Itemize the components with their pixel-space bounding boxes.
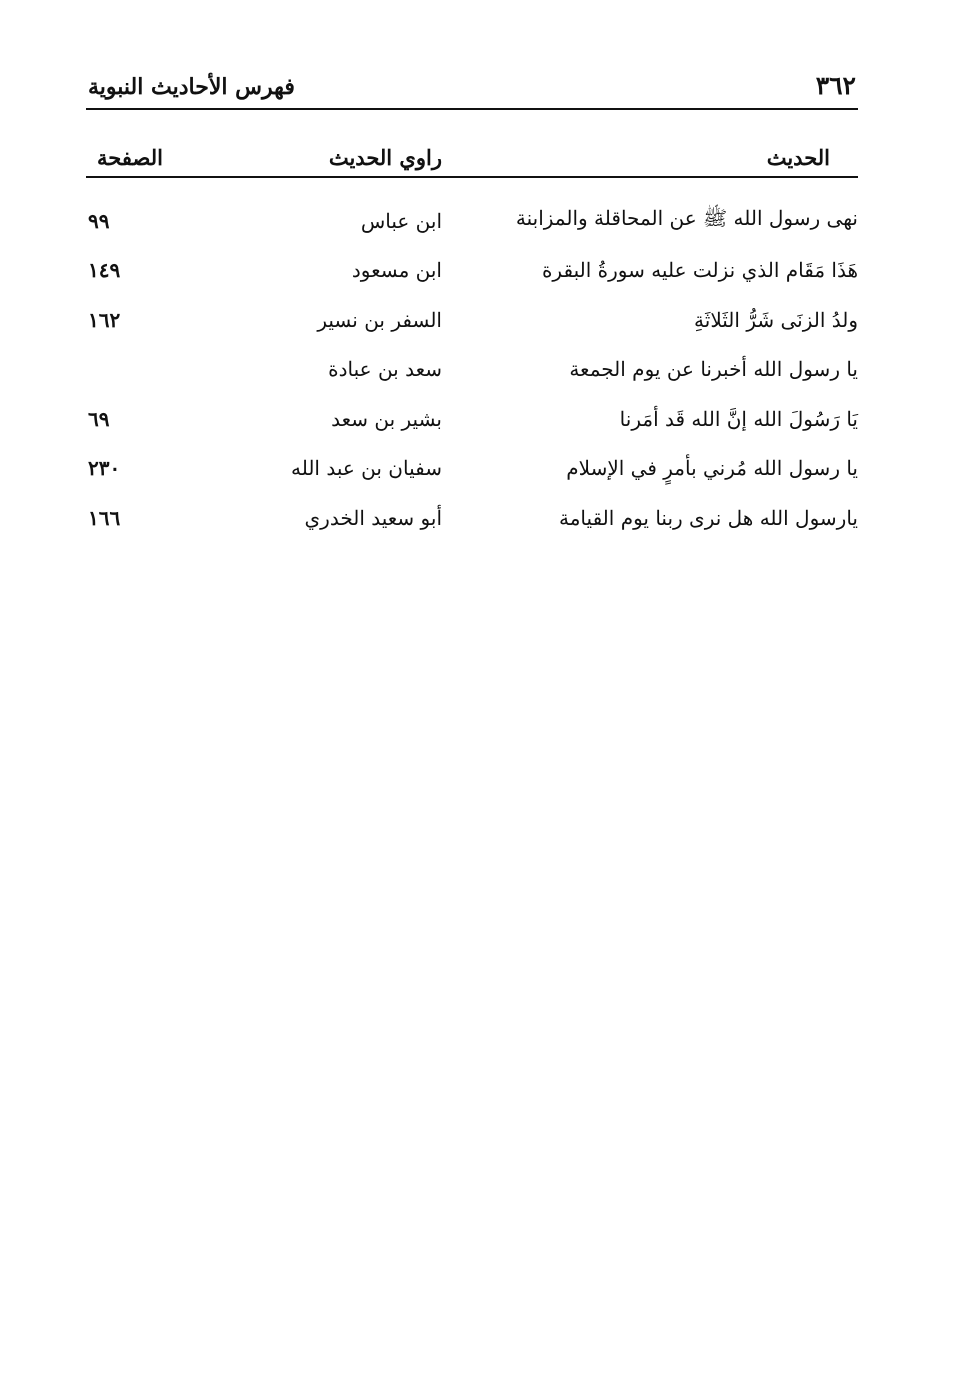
table-row bbox=[86, 295, 858, 345]
table-row bbox=[86, 394, 858, 444]
table-header bbox=[86, 138, 858, 178]
column-header-hadith: الحديث bbox=[766, 145, 830, 170]
hadith-text: نهى رسول الله ﷺ عن المحاقلة والمزابنة bbox=[515, 206, 858, 231]
narrator-name: ابن عباس bbox=[360, 208, 442, 233]
page-ref: ٢٣٠ bbox=[88, 456, 121, 481]
page-number: ٣٦٢ bbox=[815, 71, 856, 100]
table-row bbox=[86, 246, 858, 296]
narrator-name: بشير بن سعد bbox=[331, 406, 442, 431]
hadith-text: يَا رَسُولَ الله إنَّ الله قَد أمَرنا bbox=[619, 406, 858, 431]
narrator-name: السفر بن نسير bbox=[317, 307, 442, 332]
document-page bbox=[86, 60, 858, 543]
page-ref: ٩٩ bbox=[88, 208, 110, 233]
narrator-name: ابن مسعود bbox=[351, 258, 442, 283]
page-ref: ١٤٩ bbox=[88, 258, 121, 283]
table-row bbox=[86, 196, 858, 246]
table-row bbox=[86, 444, 858, 494]
running-header bbox=[86, 60, 858, 110]
page-ref: ١٦٢ bbox=[88, 307, 121, 332]
hadith-text: هَذَا مَقَام الذي نزلت عليه سورةُ البقرة bbox=[541, 258, 858, 283]
table-row bbox=[86, 345, 858, 395]
hadith-index-table bbox=[86, 196, 858, 543]
narrator-name: سفيان بن عبد الله bbox=[290, 456, 442, 481]
hadith-text: يا رسول الله مُرني بأمرٍ في الإسلام bbox=[566, 456, 858, 481]
column-header-page: الصفحة bbox=[97, 145, 163, 170]
hadith-text: يارسول الله هل نرى ربنا يوم القيامة bbox=[559, 505, 858, 530]
table-row bbox=[86, 493, 858, 543]
narrator-name: سعد بن عبادة bbox=[328, 357, 442, 382]
column-header-narrator: راوي الحديث bbox=[328, 145, 442, 170]
running-title: فهرس الأحاديث النبوية bbox=[88, 74, 295, 100]
hadith-text: يا رسول الله أخبرنا عن يوم الجمعة bbox=[569, 357, 858, 382]
narrator-name: أبو سعيد الخدري bbox=[304, 505, 442, 530]
page-ref: ٦٩ bbox=[88, 406, 110, 431]
hadith-text: ولدُ الزنَى شَرُّ الثَلاثَةِ bbox=[694, 307, 858, 332]
page-ref: ١٦٦ bbox=[88, 505, 121, 530]
